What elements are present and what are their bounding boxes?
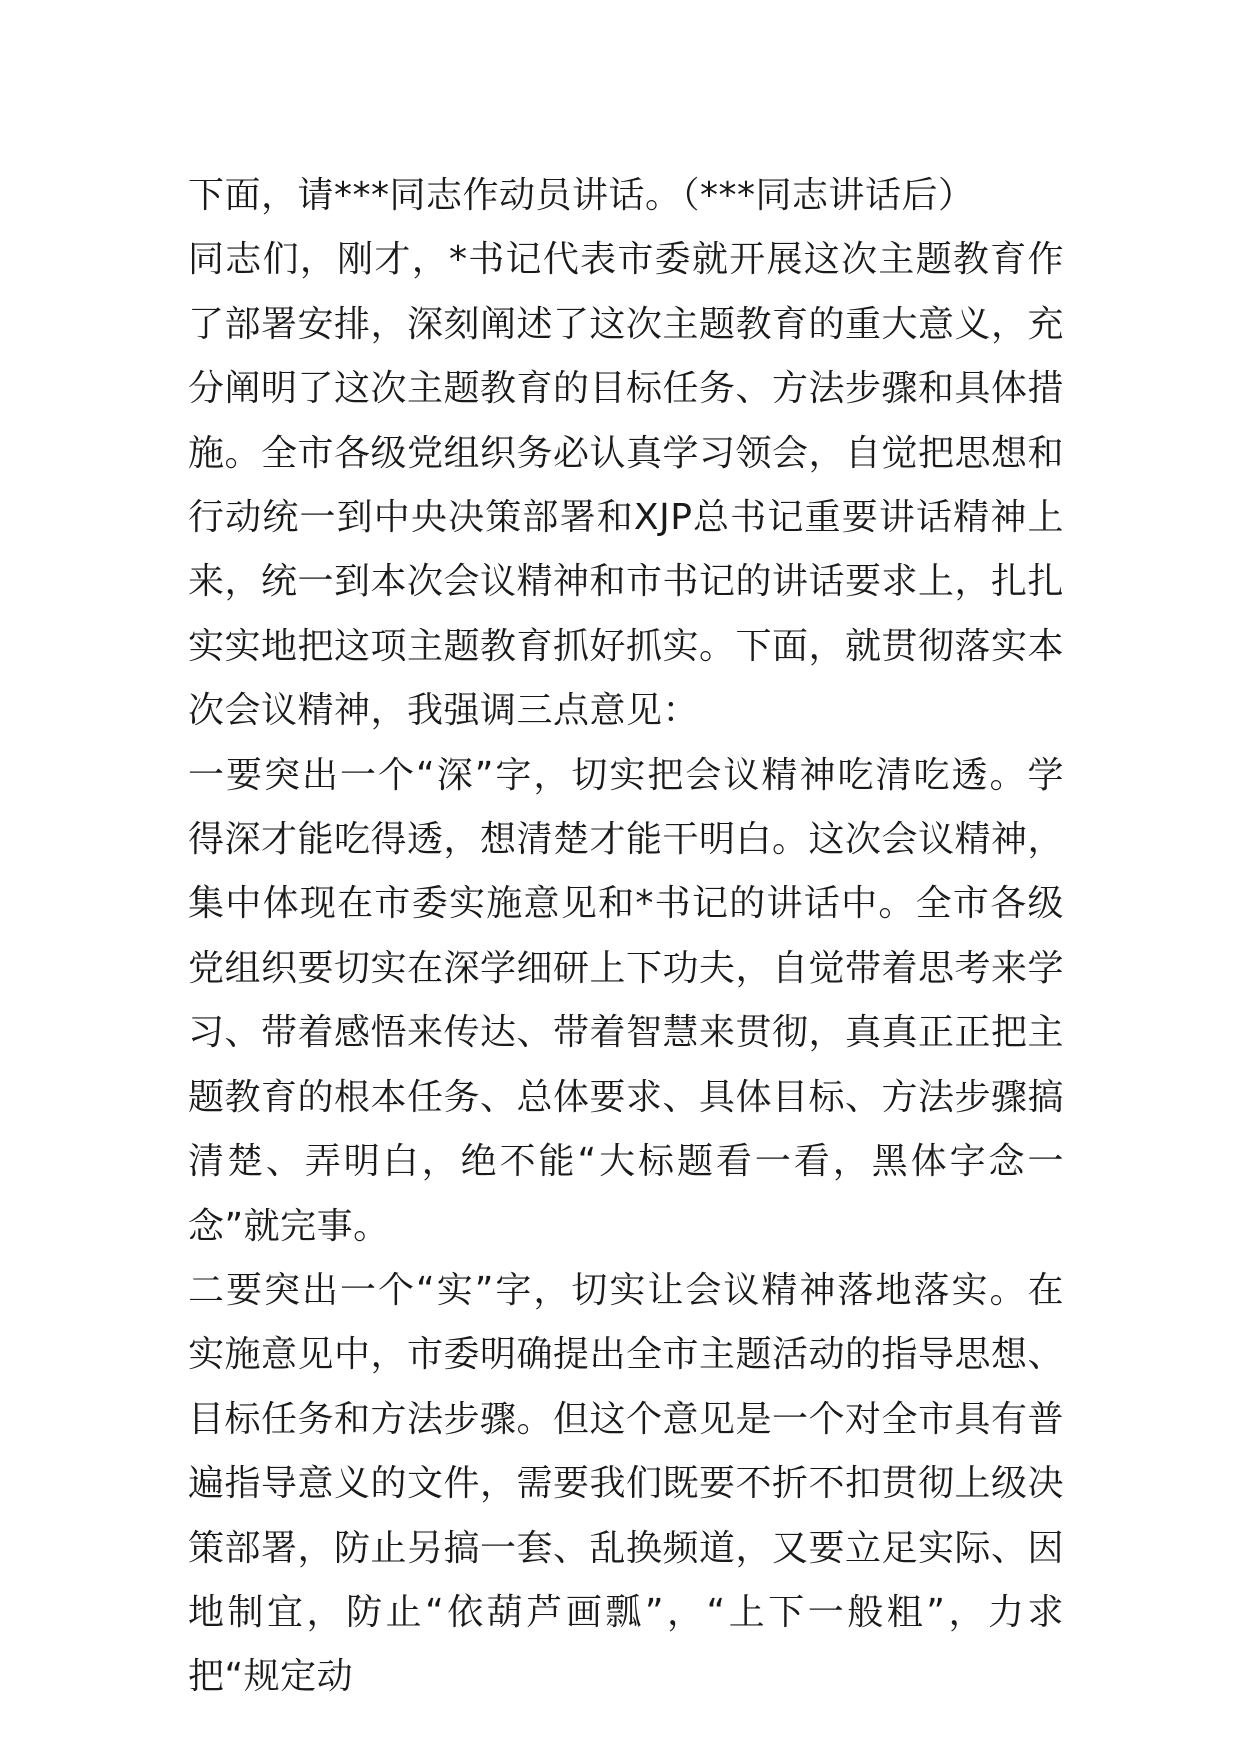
paragraph-1: 下面，请***同志作动员讲话。（***同志讲话后） <box>188 175 975 216</box>
paragraph-2: 同志们，刚才，*书记代表市委就开展这次主题教育作了部署安排，深刻阐述了这次主题教育的重大意义，充分阐明了这次主题教育的目标任务、方法步骤和具体措施。全市各级党组织务必认真学习领会，自觉把思想和行动统一到中央决策部署和XJP总书记重要讲话精神上来，统一到本次会议精神和市书记的讲话要求上，扎扎实实地把这项主题教育抓好抓实。下面，就贯彻落实本次会议精神，我强调三点意见： <box>188 239 1065 732</box>
paragraph-3: 一要突出一个“深”字，切实把会议精神吃清吃透。学得深才能吃得透，想清楚才能干明白。这次会议精神，集中体现在市委实施意见和*书记的讲话中。全市各级党组织要切实在深学细研上下功夫，自觉带着思考来学习、带着感悟来传达、带着智慧来贯彻，真真正正把主题教育的根本任务、总体要求、具体目标、方法步骤搞清楚、弄明白，绝不能“大标题看一看，黑体字念一念”就完事。 <box>188 754 1065 1247</box>
document-body <box>188 164 1064 1710</box>
paragraph-4: 二要突出一个“实”字，切实让会议精神落地落实。在实施意见中，市委明确提出全市主题活动的指导思想、目标任务和方法步骤。但这个意见是一个对全市具有普遍指导意义的文件，需要我们既要不折不扣贯彻上级决策部署，防止另搞一套、乱换频道，又要立足实际、因地制宜，防止“依葫芦画瓢”，“上下一般粗”，力求把“规定动 <box>188 1269 1065 1698</box>
